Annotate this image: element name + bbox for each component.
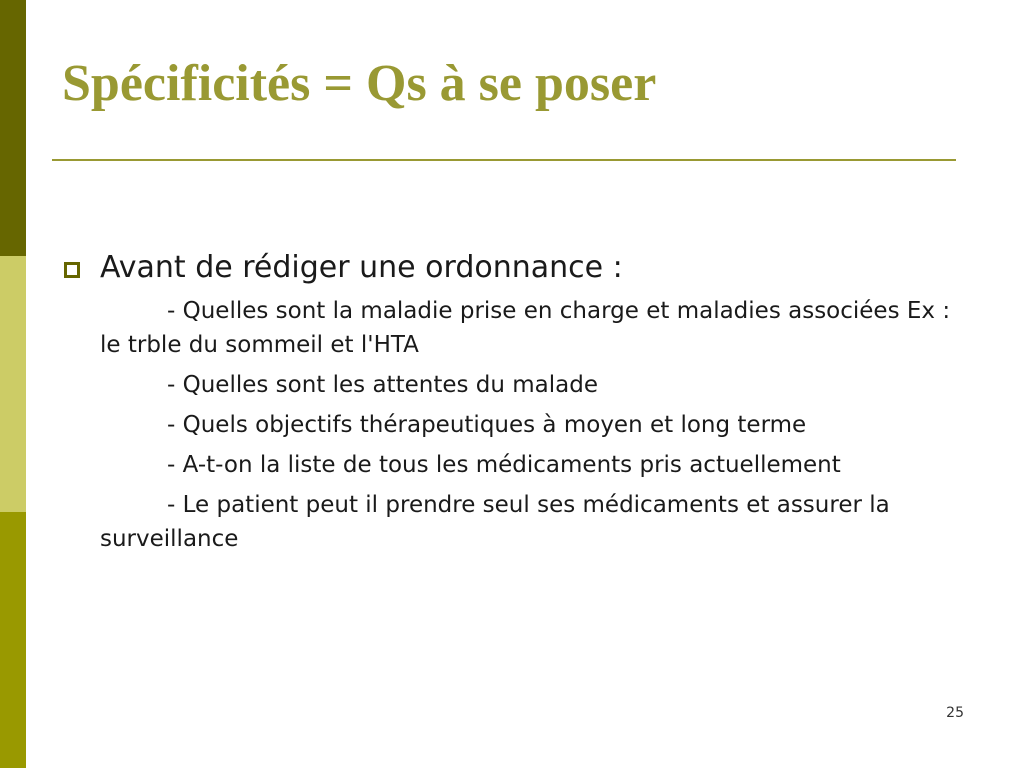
page-number: 25 (946, 705, 964, 721)
sub-item: - Quelles sont les attentes du malade (167, 372, 599, 398)
left-bar-dark (0, 0, 26, 256)
sub-item: - Quels objectifs thérapeutiques à moyen et long terme (167, 412, 807, 438)
sub-item: - Le patient peut il prendre seul ses médicaments et assurer la surveillance (100, 492, 890, 552)
bullet-item (62, 246, 962, 290)
slide-content (62, 246, 962, 562)
square-bullet-icon (64, 262, 80, 278)
sub-item-list (62, 294, 962, 556)
left-bar-light (0, 256, 26, 512)
title-divider (52, 159, 956, 161)
sub-item: - A-t-on la liste de tous les médicaments pris actuellement (167, 452, 841, 478)
left-bar-olive (0, 512, 26, 768)
bullet-text: Avant de rédiger une ordonnance : (100, 250, 623, 285)
slide-title: Spécificités = Qs à se poser (62, 55, 657, 112)
sub-item: - Quelles sont la maladie prise en charge et maladies associées Ex : le trble du sommeil et l'HTA (100, 298, 951, 358)
